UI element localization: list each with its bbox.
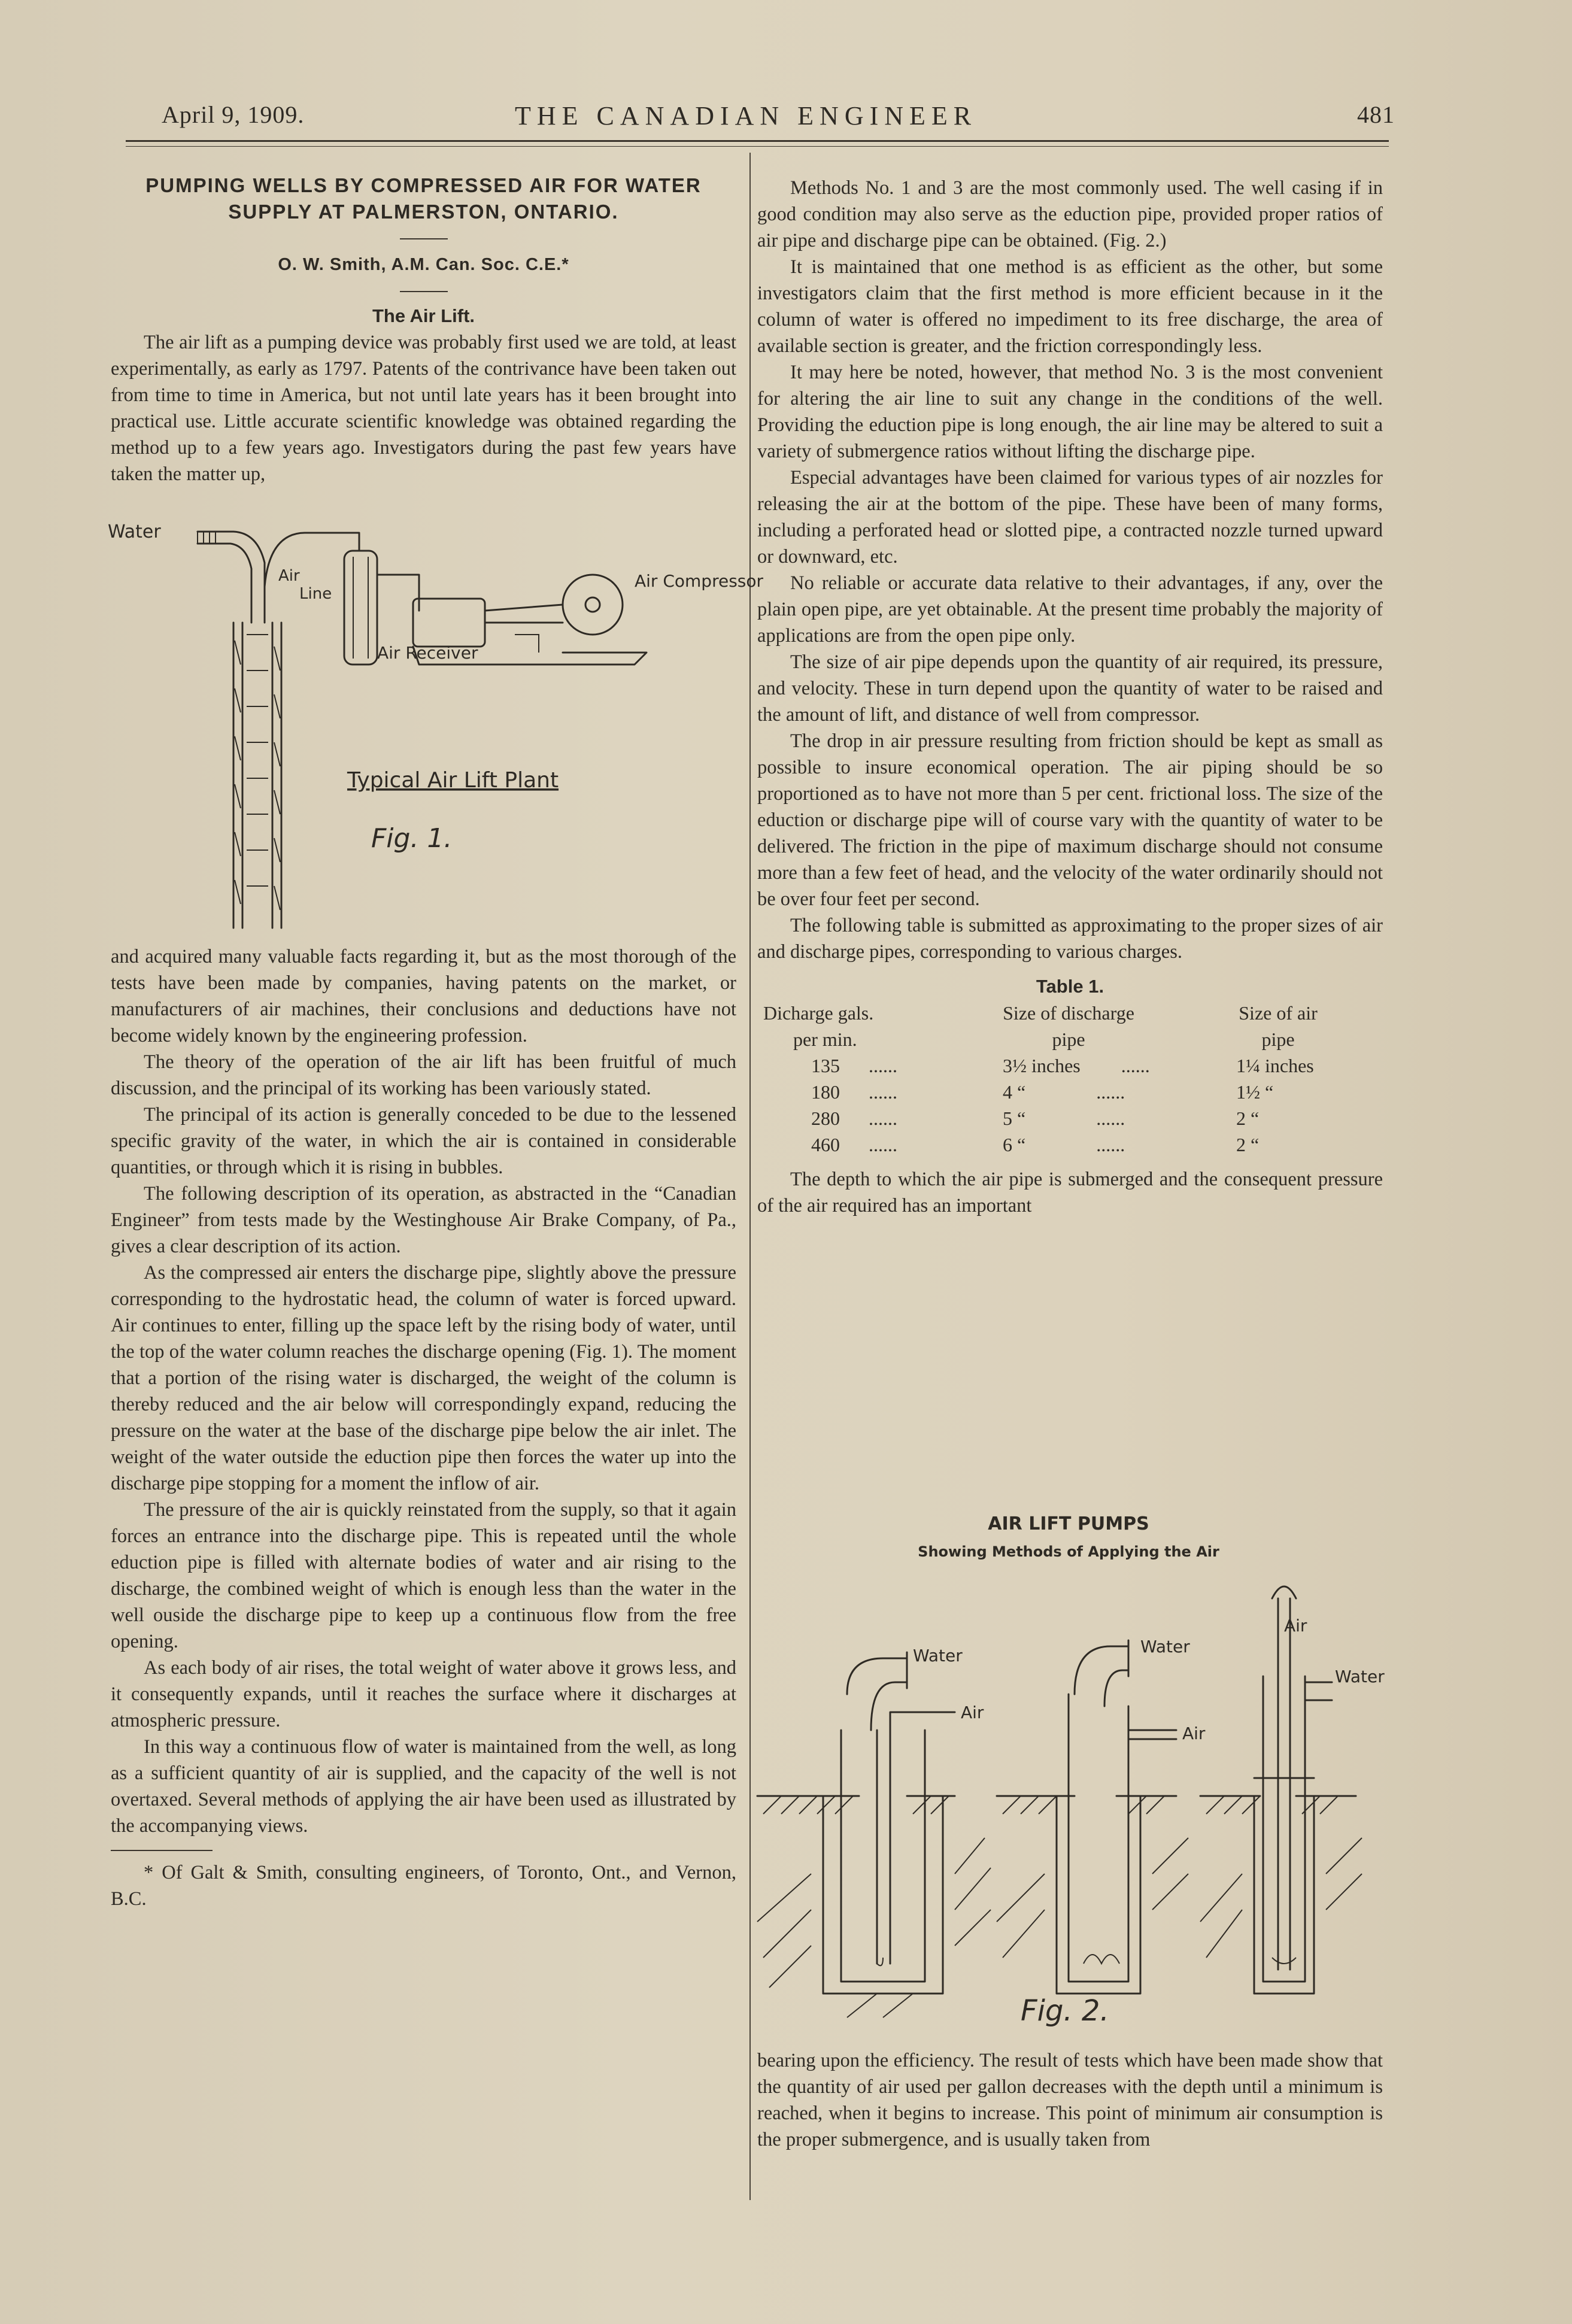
journal-title: THE CANADIAN ENGINEER	[515, 101, 978, 131]
figure-2	[757, 1503, 1386, 2041]
fig1-caption: Typical Air Lift Plant	[347, 768, 559, 793]
leader-dots: ......	[869, 1108, 897, 1129]
header-rule-thick	[126, 140, 1389, 142]
table-header: pipe	[1261, 1028, 1295, 1050]
section-heading: The Air Lift.	[372, 305, 475, 326]
column-divider	[749, 153, 751, 2200]
paragraph: The principal of its action is generally conceded to be due to the lessened specific gravity of the water, in which the air is contained in considerable quantities, or through which it is rising in bubbles.	[111, 1104, 736, 1178]
fig1-number: Fig. 1.	[371, 823, 453, 854]
fig1-label-compressor: Air Compressor	[635, 571, 764, 591]
title-rule	[400, 238, 448, 239]
byline-rule	[400, 291, 448, 292]
table-row	[763, 1079, 1362, 1105]
method-1-diagram	[757, 1646, 991, 2017]
table-cell: 1½ “	[1236, 1081, 1274, 1103]
paragraph: and acquired many valuable facts regarding it, but as the most thorough of the tests have been made by companies, having patents on the market, or manufacturers of air machines, their conclusions and deductions have not become widely known by the engineering profession.	[111, 946, 736, 1046]
paragraph: The size of air pipe depends upon the quantity of air required, its pressure, and velocity. These in turn depend upon the quantity of water to be raised and the amount of lift, and distance of well from compressor.	[757, 651, 1383, 726]
leader-dots: ......	[1096, 1081, 1125, 1103]
table-title: Table 1.	[1036, 976, 1104, 997]
table-header: Size of air	[1239, 1002, 1318, 1024]
figure-1	[108, 515, 764, 934]
byline: O. W. Smith, A.M. Can. Soc. C.E.*	[278, 255, 569, 274]
leader-dots: ......	[869, 1055, 897, 1076]
table-cell: 4 “	[1003, 1081, 1026, 1103]
paragraph: bearing upon the efficiency. The result of tests which have been made show that the quantity of air used per gallon decreases with the depth until a minimum is reached, when it begins to increase. This point of minimum air consumption is the proper submergence, and is usually taken from	[757, 2050, 1383, 2150]
fig2-label-air: Air	[1284, 1616, 1307, 1636]
method-2-diagram	[997, 1637, 1206, 1994]
table-cell: 3½ inches	[1003, 1055, 1081, 1076]
fig1-label-receiver: Air Receiver	[377, 643, 478, 663]
table-row	[763, 1105, 1362, 1131]
issue-date: April 9, 1909.	[162, 101, 305, 128]
article-title	[111, 172, 736, 225]
table-cell: 135	[811, 1055, 840, 1076]
fig2-title: AIR LIFT PUMPS	[988, 1513, 1149, 1534]
table-header: Dicharge gals.	[763, 1002, 874, 1024]
left-column-body	[111, 943, 736, 1912]
paragraph: It may here be noted, however, that method No. 3 is the most convenient for altering the air line to suit any change in the conditions of the well. Providing the eduction pipe is long enough, the air line may be altered to suit a variety of submergence ratios without lifting the discharge pipe.	[757, 362, 1383, 462]
table-cell: 460	[811, 1134, 840, 1155]
fig2-subtitle: Showing Methods of Applying the Air	[918, 1543, 1219, 1560]
fig2-label-water: Water	[913, 1646, 963, 1665]
paragraph: As the compressed air enters the discharge pipe, slightly above the pressure corresponding to the hydrostatic head, the column of water is forced upward. Air continues to enter, filling up the space left by the rising body of water, until the top of the water column reaches the discharge opening (Fig. 1). The moment that a portion of the rising water is discharged, the weight of the column is thereby reduced and the air below will correspondingly expand, reducing the pressure on the water at the base of the discharge pipe below the air inlet. The weight of the water outside the eduction pipe then forces the water up into the discharge pipe stopping for a moment the inflow of air.	[111, 1262, 736, 1494]
title-line-2: SUPPLY AT PALMERSTON, ONTARIO.	[228, 201, 619, 223]
water-outlet-pipe	[198, 532, 265, 623]
right-column-top	[757, 175, 1383, 1219]
paragraph: In this way a continuous flow of water is maintained from the well, as long as a sufficient quantity of air is supplied, and the capacity of the well is not overtaxed. Several methods of applying the air have been used as illustrated by the accompanying views.	[111, 1736, 736, 1837]
paragraph: The air lift as a pumping device was probably first used we are told, at least experimentally, as early as 1797. Patents of the contrivance have been taken out from time to time in America, but not until late years has it been brought into practical use. Little accurate scientific knowledge was obtained regarding the method up to a few years ago. Investigators during the past few years have taken the matter up,	[111, 332, 736, 485]
leader-dots: ......	[1121, 1055, 1150, 1076]
table-header: per min.	[793, 1028, 857, 1050]
fig2-label-water: Water	[1140, 1637, 1190, 1656]
footnote-rule	[111, 1850, 213, 1851]
method-3-diagram	[1200, 1586, 1385, 1994]
fig2-number: Fig. 2.	[1021, 1994, 1109, 2028]
table-header: pipe	[1052, 1028, 1085, 1050]
table-row	[763, 1131, 1362, 1158]
paragraph: The following table is submitted as approximating to the proper sizes of air and discharge pipes, corresponding to various charges.	[757, 915, 1383, 963]
leader-dots: ......	[869, 1081, 897, 1103]
table-cell: 280	[811, 1108, 840, 1129]
table-header-row	[763, 1000, 1362, 1026]
air-receiver	[344, 551, 377, 665]
running-header	[162, 101, 1395, 136]
page-number: 481	[1357, 101, 1395, 128]
well-casing	[233, 623, 281, 928]
table-cell: 1¼ inches	[1236, 1055, 1314, 1076]
paragraph: The pressure of the air is quickly reinstated from the supply, so that it again forces an entrance into the discharge pipe. This is repeated until the whole eduction pipe is filled with alternate bodies of water and air rising to the discharge, the combined weight of which is enough less than the water in the well ouside the discharge pipe to keep up a continuous flow from the free opening.	[111, 1499, 736, 1652]
fig2-label-air: Air	[1182, 1724, 1206, 1743]
paragraph: It is maintained that one method is as efficient as the other, but some investigators claim that the first method is more efficient because in it the column of water is offered no impediment to its free discharge, the area of available section is greater, and the friction correspondingly less.	[757, 256, 1383, 357]
paragraph: Especial advantages have been claimed for various types of air nozzles for releasing the air at the bottom of the pipe. These have been of many forms, including a perforated head or slotted pipe, a contracted nozzle turned upward or downward, etc.	[757, 467, 1383, 568]
table-cell: 2 “	[1236, 1134, 1260, 1155]
footnote: * Of Galt & Smith, consulting engineers, of Toronto, Ont., and Vernon, B.C.	[111, 1862, 736, 1910]
fig2-label-water: Water	[1335, 1667, 1385, 1686]
paragraph: No reliable or accurate data relative to their advantages, if any, over the plain open pipe, are yet obtainable. At the present time probably the majority of applications are from the open pipe only.	[757, 572, 1383, 647]
leader-dots: ......	[1096, 1108, 1125, 1129]
table-cell: 180	[811, 1081, 840, 1103]
leader-dots: ......	[1096, 1134, 1125, 1155]
paragraph: The theory of the operation of the air lift has been fruitful of much discussion, and the principal of its working has been variously stated.	[111, 1051, 736, 1099]
table-cell: 5 “	[1003, 1108, 1026, 1129]
fig1-label-water: Water	[108, 521, 161, 542]
paragraph: The drop in air pressure resulting from friction should be kept as small as possible to insure economical operation. The air piping should be so proportioned as to have not more than 5 per cent. frictional loss. The size of the eduction or discharge pipe will of course vary with the quantity of water to be delivered. The friction in the pipe of maximum discharge should not consume more than a few feet of head, and the velocity of the water ordinarily should not be over four feet per second.	[757, 730, 1383, 910]
title-line-1: PUMPING WELLS BY COMPRESSED AIR FOR WATER	[145, 174, 702, 196]
paragraph: As each body of air rises, the total weight of water above it grows less, and it consequently expands, until it reaches the surface where it discharges at atmospheric pressure.	[111, 1657, 736, 1731]
paragraph: Methods No. 1 and 3 are the most commonly used. The well casing if in good condition may also serve as the eduction pipe, provided proper ratios of air pipe and discharge pipe can be obtained. (Fig. 2.)	[757, 177, 1383, 251]
paragraph: The following description of its operation, as abstracted in the “Canadian Engineer” from tests made by the Westinghouse Air Brake Company, of Pa., gives a clear description of its action.	[111, 1183, 736, 1257]
fig2-label-air: Air	[961, 1703, 984, 1722]
fig1-label-air: Air	[278, 567, 300, 585]
figure-1-drawing	[108, 515, 764, 934]
table-header-row	[763, 1026, 1362, 1052]
pipe-size-table	[763, 1000, 1362, 1158]
fig1-label-line: Line	[299, 585, 332, 603]
table-cell: 2 “	[1236, 1108, 1260, 1129]
table-row	[763, 1052, 1362, 1079]
left-column-top	[111, 172, 736, 487]
paragraph: The depth to which the air pipe is submerged and the consequent pressure of the air required has an important	[757, 1169, 1383, 1216]
figure-2-drawing	[757, 1503, 1386, 2041]
header-rule-thin	[126, 146, 1389, 147]
right-column-bottom	[757, 2047, 1383, 2153]
leader-dots: ......	[869, 1134, 897, 1155]
table-header: Size of discharge	[1003, 1002, 1134, 1024]
table-cell: 6 “	[1003, 1134, 1026, 1155]
air-compressor	[413, 599, 485, 647]
